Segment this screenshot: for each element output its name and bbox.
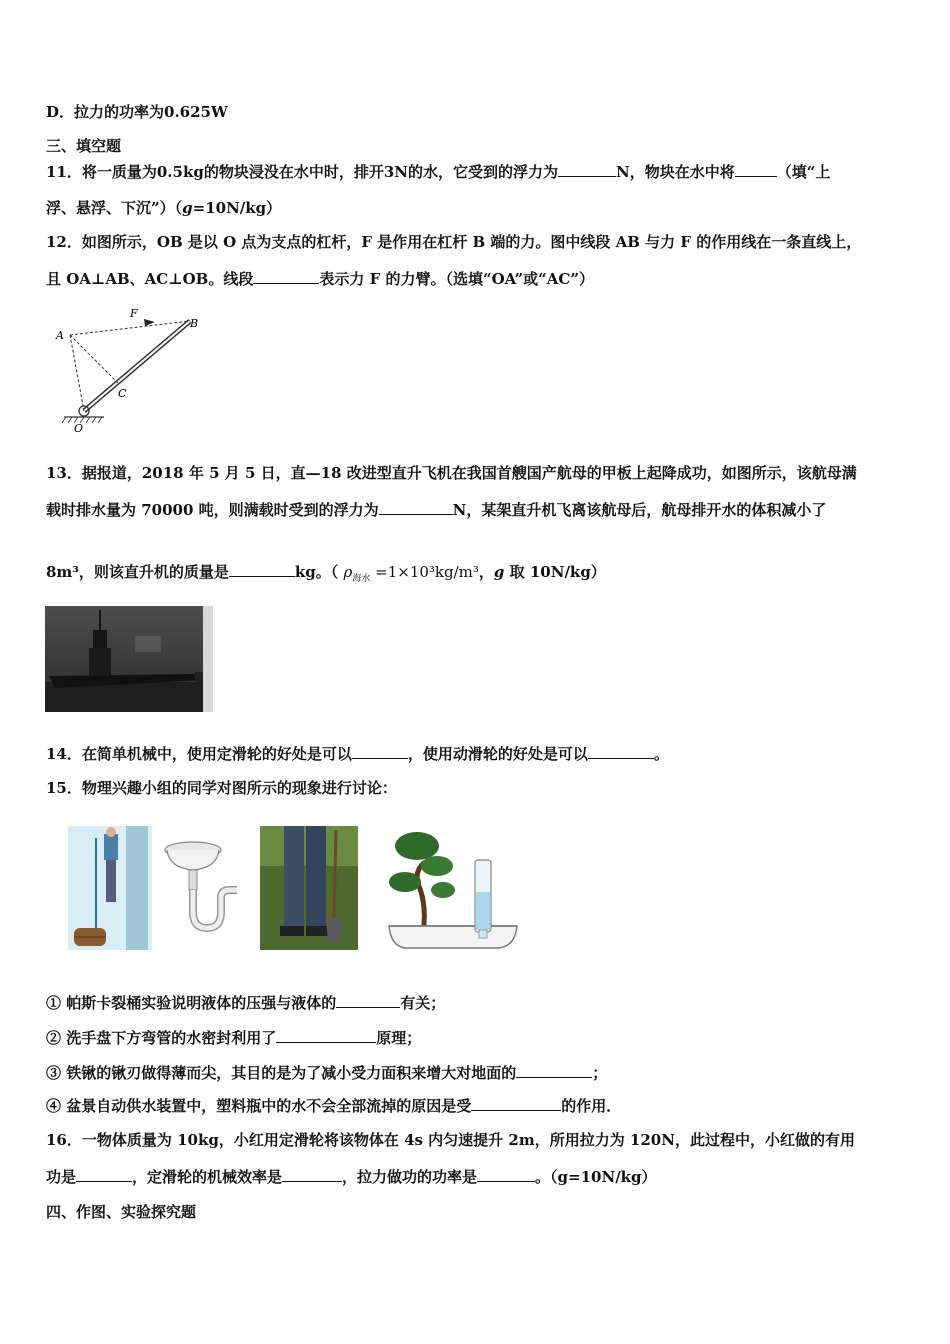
q15-blank-2[interactable] xyxy=(276,1028,376,1043)
label-o: O xyxy=(74,422,84,435)
q11-blank-1[interactable] xyxy=(558,162,616,177)
q15-item2: ② 洗手盘下方弯管的水密封利用了 原理； xyxy=(46,1029,422,1047)
q15-item3: ③ 铁锹的锹刃做得薄而尖，其目的是为了减小受力面积来增大对地面的 ； xyxy=(46,1064,608,1082)
q15-stem: 15．物理兴趣小组的同学对图所示的现象进行讨论： xyxy=(46,779,397,797)
force-line xyxy=(70,321,190,335)
label-a: A xyxy=(56,329,64,342)
q16-blank-2[interactable] xyxy=(282,1167,342,1182)
q16-line1: 16．一物体质量为 10kg，小红用定滑轮将该物体在 4s 内匀速提升 2m，所用拉力为 120N，此过程中，小红做的有用 xyxy=(46,1131,855,1149)
bonsai-water-supply-figure xyxy=(383,826,523,952)
q13-line1: 13．据报道，2018 年 5 月 5 日，直—18 改进型直升飞机在我国首艘国产航母的甲板上起降成功，如图所示，该航母满 xyxy=(46,464,857,482)
pascal-barrel-figure xyxy=(68,826,152,950)
q14-line: 14．在简单机械中，使用定滑轮的好处是可以 ，使用动滑轮的好处是可以 。 xyxy=(46,745,669,763)
q11-blank-2[interactable] xyxy=(735,162,777,177)
lever-diagram xyxy=(50,305,210,435)
q13-blank-2[interactable] xyxy=(229,562,295,577)
label-c: C xyxy=(118,387,127,400)
q10-option-d: D．拉力的功率为0.625W xyxy=(46,103,228,121)
q15-item4: ④ 盆景自动供水装置中，塑料瓶中的水不会全部流掉的原因是受 的作用． xyxy=(46,1097,622,1115)
q16-blank-1[interactable] xyxy=(76,1167,132,1182)
q14-blank-1[interactable] xyxy=(352,744,408,759)
section-title-experiment: 四、作图、实验探究题 xyxy=(46,1203,197,1221)
q13-blank-1[interactable] xyxy=(379,500,453,515)
q12-blank[interactable] xyxy=(253,269,319,284)
q11-line1: 11．将一质量为0.5kg的物块浸没在水中时，排开3N的水，它受到的浮力为 N，物块在水中将 （填“上 xyxy=(46,163,831,181)
q15-blank-4[interactable] xyxy=(471,1096,561,1111)
force-arrow-icon xyxy=(144,319,155,326)
section-title-fill-blank: 三、填空题 xyxy=(46,137,122,155)
aircraft-carrier-photo xyxy=(45,606,213,712)
q15-item1: ① 帕斯卡裂桶实验说明液体的压强与液体的 有关； xyxy=(46,994,446,1012)
q15-blank-1[interactable] xyxy=(336,993,400,1008)
label-f: F xyxy=(130,307,138,320)
q16-line2: 功是 ，定滑轮的机械效率是 ，拉力做功的功率是 。（g=10N/kg） xyxy=(46,1168,657,1186)
q15-blank-3[interactable] xyxy=(516,1063,592,1078)
shovel-figure xyxy=(260,826,358,950)
q12-line2: 且 OA⊥AB、AC⊥OB。线段 表示力 F 的力臂。（选填“OA”或“AC”） xyxy=(46,270,594,288)
q12-line1: 12．如图所示，OB 是以 O 点为支点的杠杆，F 是作用在杠杆 B 端的力。图中线段 AB 与力 F 的作用线在一条直线上， xyxy=(46,233,862,251)
sink-trap-figure xyxy=(163,838,243,938)
density-formula: $\rho_{海水} =1\times 10^3kg/m^3$ xyxy=(343,563,479,584)
q14-blank-2[interactable] xyxy=(588,744,654,759)
q11-line2: 浮、悬浮、下沉”）（g=10N/kg） xyxy=(46,199,282,217)
q13-line3: 8m³，则该直升机的质量是 kg。（ $\rho_{海水} =1\times 10^3kg/m^3$，g 取 10N/kg） xyxy=(46,563,606,584)
label-b: B xyxy=(190,317,199,330)
q13-line2: 载时排水量为 70000 吨，则满载时受到的浮力为 N，某架直升机飞离该航母后，航母排开水的体积减小了 xyxy=(46,501,827,519)
q16-blank-3[interactable] xyxy=(477,1167,535,1182)
